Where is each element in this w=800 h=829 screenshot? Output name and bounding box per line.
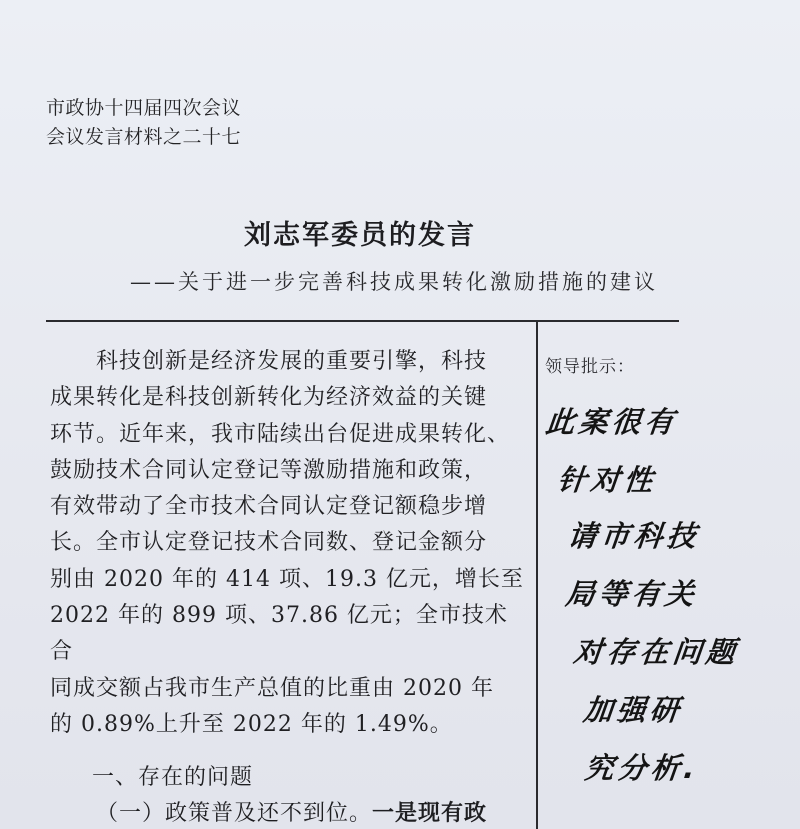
vertical-rule <box>536 321 538 829</box>
handwritten-line: 对存在问题 <box>571 635 741 669</box>
body-line: 成果转化是科技创新转化为经济效益的关键 <box>50 385 488 411</box>
horizontal-rule <box>46 320 679 322</box>
body-line: 长。全市认定登记技术合同数、登记金额分 <box>50 530 488 556</box>
subsection-heading <box>96 796 487 827</box>
body-line: 鼓励技术合同认定登记等激励措施和政策， <box>50 457 488 483</box>
body-line: 同成交额占我市生产总值的比重由 2020 年 <box>50 675 494 701</box>
handwritten-annotation <box>545 400 795 786</box>
body-line: 的 0.89%上升至 2022 年的 1.49%。 <box>50 711 453 737</box>
document-title: 刘志军委员的发言 <box>244 220 476 251</box>
handwritten-line: 针对性 <box>555 463 659 497</box>
body-line: 别由 2020 年的 414 项、19.3 亿元，增长至 <box>50 566 524 592</box>
body-line: 环节。近年来，我市陆续出台促进成果转化、 <box>50 421 511 447</box>
body-line: 有效带动了全市技术合同认定登记额稳步增 <box>50 494 488 520</box>
handwritten-line: 加强研 <box>581 693 685 727</box>
section-heading: 一、存在的问题 <box>92 765 254 790</box>
handwritten-line: 局等有关 <box>563 577 700 611</box>
handwritten-line: 此案很有 <box>543 405 680 439</box>
subsection-bold: 一是现有政 <box>372 801 488 826</box>
material-number: 会议发言材料之二十七 <box>46 126 242 148</box>
subsection-prefix: （一）政策普及还不到位。 <box>96 801 373 826</box>
body-line: 科技创新是经济发展的重要引擎，科技 <box>96 349 488 374</box>
review-label: 领导批示： <box>545 357 635 377</box>
document-subtitle: ——关于进一步完善科技成果转化激励措施的建议 <box>130 270 658 294</box>
body-line: 2022 年的 899 项、37.86 亿元；全市技术合 <box>50 603 508 665</box>
body-paragraph <box>50 344 530 743</box>
handwritten-line: 请市科技 <box>565 519 702 553</box>
handwritten-line: 究分析. <box>583 751 701 785</box>
meeting-name: 市政协十四届四次会议 <box>46 97 242 119</box>
